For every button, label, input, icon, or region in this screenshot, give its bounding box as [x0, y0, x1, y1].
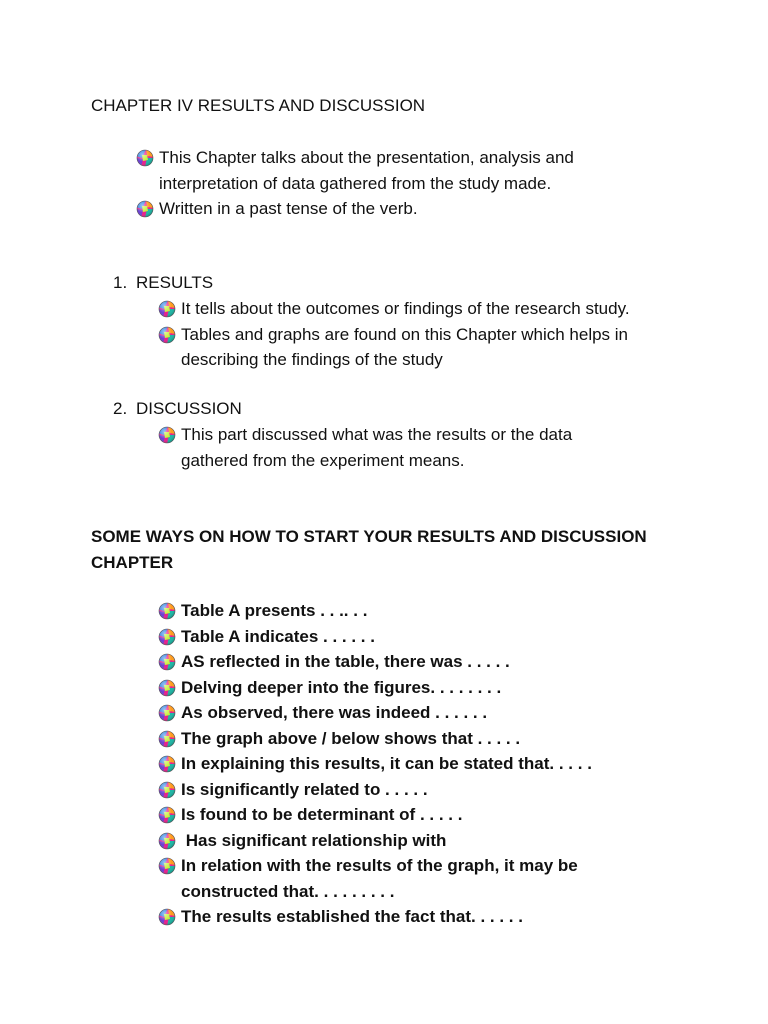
- results-bullet-list: [158, 296, 688, 373]
- bullet-text: This Chapter talks about the presentation, analysis and interpretation of data gathered from the study made.: [159, 148, 574, 193]
- list-item: [158, 598, 628, 624]
- bullet-text: The graph above / below shows that . . . . .: [181, 728, 521, 748]
- list-item: [158, 828, 628, 854]
- list-item: [158, 751, 628, 777]
- globe-bullet-icon: [136, 200, 154, 218]
- bullet-text: Tables and graphs are found on this Chapter which helps in describing the findings of the study: [181, 324, 629, 369]
- list-item: [158, 322, 688, 373]
- globe-bullet-icon: [158, 704, 176, 722]
- list-item: [136, 145, 636, 196]
- globe-bullet-icon: [158, 326, 176, 344]
- bullet-text: Table A presents . . .. . .: [181, 601, 368, 620]
- list-item: [136, 196, 636, 222]
- section-number: 1.: [113, 273, 128, 292]
- list-item: [158, 649, 628, 675]
- section-number: 2.: [113, 399, 128, 418]
- list-item: [158, 675, 628, 701]
- list-item: [158, 802, 628, 828]
- globe-bullet-icon: [158, 730, 176, 748]
- globe-bullet-icon: [136, 149, 154, 167]
- globe-bullet-icon: [158, 832, 176, 850]
- list-item: [158, 700, 628, 726]
- bullet-text: The results established the fact that. . . . . .: [181, 907, 523, 926]
- globe-bullet-icon: [158, 426, 176, 444]
- globe-bullet-icon: [158, 653, 176, 671]
- globe-bullet-icon: [158, 806, 176, 824]
- globe-bullet-icon: [158, 602, 176, 620]
- list-item: [158, 624, 628, 650]
- bullet-text: AS reflected in the table, there was . . . . .: [181, 652, 510, 671]
- section-title: DISCUSSION: [136, 399, 242, 418]
- section-title: RESULTS: [136, 273, 214, 292]
- bullet-text: Has significant relationship with: [181, 830, 447, 850]
- list-item: [158, 296, 688, 322]
- list-item: [158, 904, 628, 930]
- bullet-text: Is found to be determinant of . . . . .: [181, 805, 463, 824]
- globe-bullet-icon: [158, 628, 176, 646]
- globe-bullet-icon: [158, 857, 176, 875]
- bullet-text: In relation with the results of the graph, it may be constructed that. . . . . . . . .: [181, 856, 578, 901]
- discussion-bullet-list: [158, 422, 628, 473]
- bullet-text: As observed, there was indeed . . . . . .: [181, 703, 488, 722]
- globe-bullet-icon: [158, 781, 176, 799]
- list-item: [158, 777, 628, 803]
- list-item: [158, 422, 628, 473]
- bullet-text: In explaining this results, it can be stated that. . . . .: [181, 754, 592, 773]
- bullet-text: Written in a past tense of the verb.: [159, 199, 418, 218]
- globe-bullet-icon: [158, 679, 176, 697]
- list-item: [158, 853, 628, 904]
- bullet-text: Is significantly related to . . . . .: [181, 779, 428, 799]
- list-item: [158, 726, 628, 752]
- ways-bullet-list: [158, 598, 628, 930]
- globe-bullet-icon: [158, 908, 176, 926]
- intro-bullet-list: [136, 145, 636, 222]
- ways-heading: SOME WAYS ON HOW TO START YOUR RESULTS AND DISCUSSION CHAPTER: [91, 527, 647, 572]
- bullet-text: This part discussed what was the results or the data gathered from the experiment means.: [181, 425, 573, 470]
- bullet-text: Table A indicates . . . . . .: [181, 626, 375, 646]
- bullet-text: Delving deeper into the figures. . . . . . . .: [181, 677, 502, 697]
- bullet-text: It tells about the outcomes or findings of the research study.: [181, 299, 630, 318]
- globe-bullet-icon: [158, 755, 176, 773]
- section-results-title: [113, 272, 213, 294]
- globe-bullet-icon: [158, 300, 176, 318]
- chapter-title: CHAPTER IV RESULTS AND DISCUSSION: [91, 96, 426, 115]
- section-discussion-title: [113, 398, 242, 420]
